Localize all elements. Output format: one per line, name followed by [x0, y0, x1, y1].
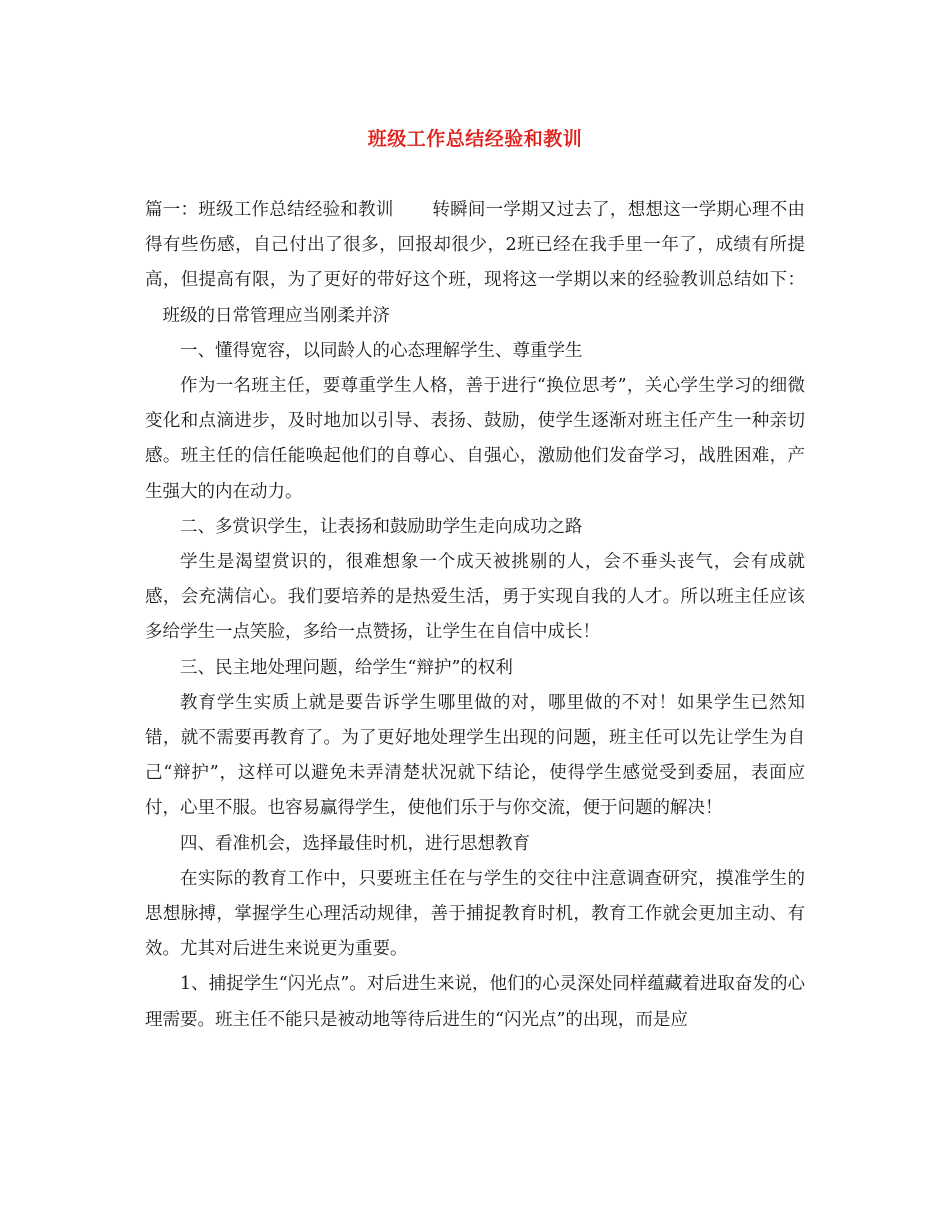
paragraph-4: 在实际的教育工作中，只要班主任在与学生的交往中注意调查研究，摸准学生的思想脉搏，掌握学生心理活动规律，善于捕捉教育时机，教育工作就会更加主动、有效。尤其对后进生来说更为重要。	[145, 868, 805, 960]
paragraph-2: 学生是渴望赏识的，很难想象一个成天被挑剔的人，会不垂头丧气，会有成就感，会充满信心。我们要培养的是热爱生活，勇于实现自我的人才。所以班主任应该多给学生一点笑脸，多给一点赞扬，让学生在自信中成长！	[145, 552, 805, 643]
intro-text: 转瞬间一学期又过去了，想想这一学期心理不由得有些伤感，自己付出了很多，回报却很少，2班已经在我手里一年了，成绩有所提高，但提高有限，为了更好的带好这个班，现将这一学期以来的经验教训总结如下：	[145, 200, 806, 291]
intro-label: 篇一：班级工作总结经验和教训	[145, 200, 394, 220]
paragraph-1: 作为一名班主任，要尊重学生人格，善于进行“换位思考”，关心学生学习的细微变化和点滴进步，及时地加以引导、表扬、鼓励，使学生逐渐对班主任产生一种亲切感。班主任的信任能唤起他们的自尊心、自强心，激励他们发奋学习，战胜困难，产生强大的内在动力。	[145, 376, 805, 502]
document-body	[145, 193, 805, 1038]
paragraph-3: 教育学生实质上就是要告诉学生哪里做的对，哪里做的不对！如果学生已然知错，就不需要再教育了。为了更好地处理学生出现的问题，班主任可以先让学生为自己“辩护”，这样可以避免未弄清楚状况就下结论，使得学生感觉受到委屈，表面应付，心里不服。也容易赢得学生，使他们乐于与你交流，便于问题的解决！	[145, 692, 805, 819]
section-heading-4: 四、看准机会，选择最佳时机，进行思想教育	[180, 833, 530, 854]
section-heading-1: 一、懂得宽容，以同龄人的心态理解学生、尊重学生	[180, 340, 583, 361]
section-heading-3: 三、民主地处理问题，给学生“辩护”的权利	[180, 657, 513, 678]
paragraph-5: 1、捕捉学生“闪光点”。对后进生来说，他们的心灵深处同样蕴藏着进取奋发的心理需要。班主任不能只是被动地等待后进生的“闪光点”的出现，而是应	[145, 974, 805, 1030]
intro-paragraph	[145, 193, 805, 334]
document-title: 班级工作总结经验和教训	[367, 128, 583, 150]
section-heading-2: 二、多赏识学生，让表扬和鼓励助学生走向成功之路	[180, 516, 583, 537]
intro-subhead: 班级的日常管理应当刚柔并济	[162, 305, 390, 326]
